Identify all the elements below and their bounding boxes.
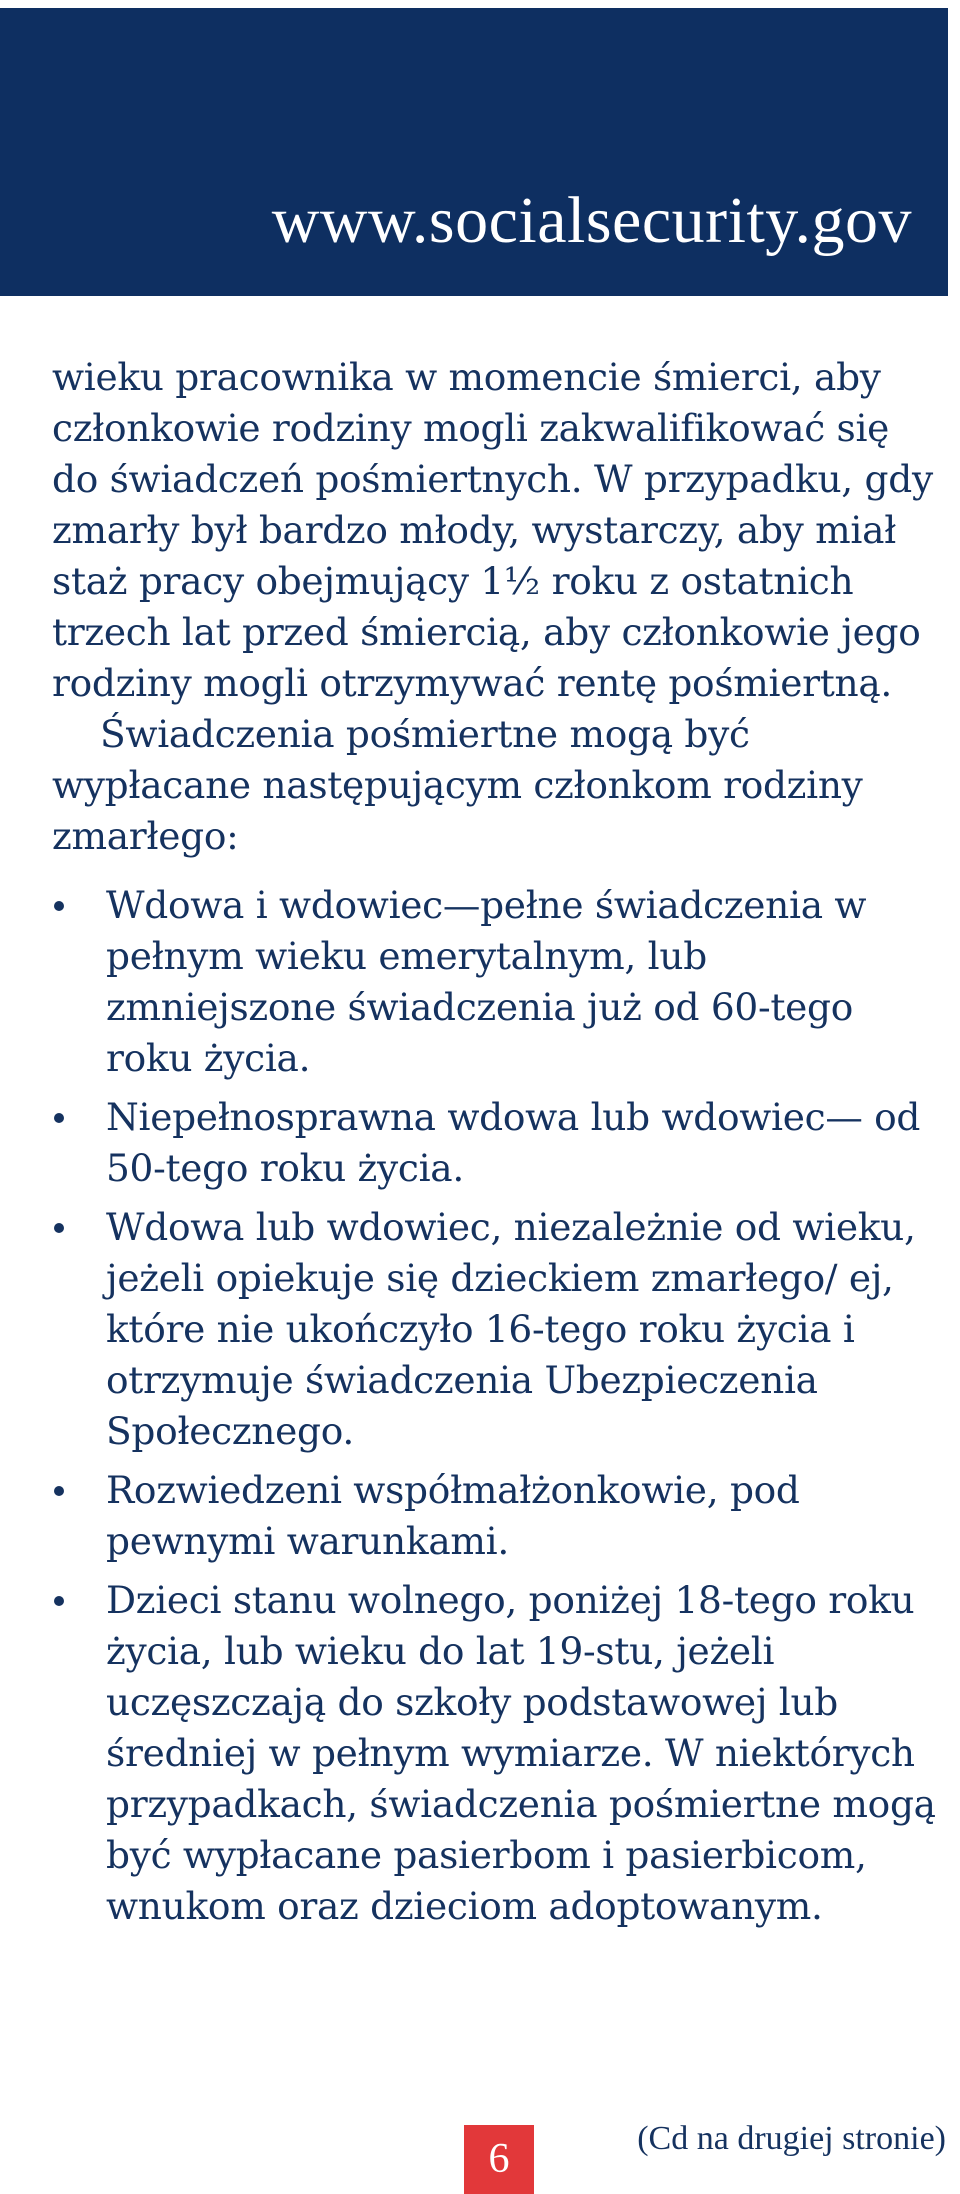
list-item xyxy=(52,880,942,1084)
page-number-badge: 6 xyxy=(464,2125,534,2194)
bullet-dot-icon xyxy=(54,901,64,911)
list-item-text: Niepełnosprawna wdowa lub wdowiec— od 50-tego roku życia. xyxy=(106,1095,921,1190)
survivor-list xyxy=(52,880,942,1932)
continued-note: (Cd na drugiej stronie) xyxy=(637,2120,946,2157)
website-url: www.socialsecurity.gov xyxy=(271,184,912,257)
paragraph-eligibility: wieku pracownika w momencie śmierci, aby członkowie rodziny mogli zakwalifikować się do świadczeń pośmiertnych. W przypadku, gdy zmarły był bardzo młody, wystarczy, aby miał staż pracy obejmujący 1½ roku z ostatnich trzech lat przed śmiercią, aby członkowie jego rodziny mogli otrzymywać rentę pośmiertną. xyxy=(52,355,933,705)
list-item xyxy=(52,1465,942,1567)
list-item-text: Rozwiedzeni współmałżonkowie, pod pewnymi warunkami. xyxy=(106,1468,800,1563)
list-item-text: Wdowa lub wdowiec, niezależnie od wieku, jeżeli opiekuje się dzieckiem zmarłego/ ej, które nie ukończyło 16-tego roku życia i otrzymuje świadczenia Ubezpieczenia Społecznego. xyxy=(106,1205,916,1453)
bullet-dot-icon xyxy=(54,1223,64,1233)
list-item xyxy=(52,1575,942,1932)
list-item-text: Dzieci stanu wolnego, poniżej 18-tego roku życia, lub wieku do lat 19-stu, jeżeli uczęszczają do szkoły podstawowej lub średniej w pełnym wymiarze. W niektórych przypadkach, świadczenia pośmiertne mogą być wypłacane pasierbom i pasierbicom, wnukom oraz dzieciom adoptowanym. xyxy=(106,1578,936,1928)
list-item-text: Wdowa i wdowiec—pełne świadczenia w pełnym wieku emerytalnym, lub zmniejszone świadczenia już od 60-tego roku życia. xyxy=(106,883,867,1080)
paragraph-survivors-intro: Świadczenia pośmiertne mogą być wypłacane następującym członkom rodziny zmarłego: xyxy=(52,712,863,858)
bullet-dot-icon xyxy=(54,1113,64,1123)
main-content xyxy=(52,352,942,1932)
bullet-dot-icon xyxy=(54,1596,64,1606)
bullet-dot-icon xyxy=(54,1486,64,1496)
header-band xyxy=(0,8,948,296)
list-item xyxy=(52,1092,942,1194)
list-item xyxy=(52,1202,942,1457)
